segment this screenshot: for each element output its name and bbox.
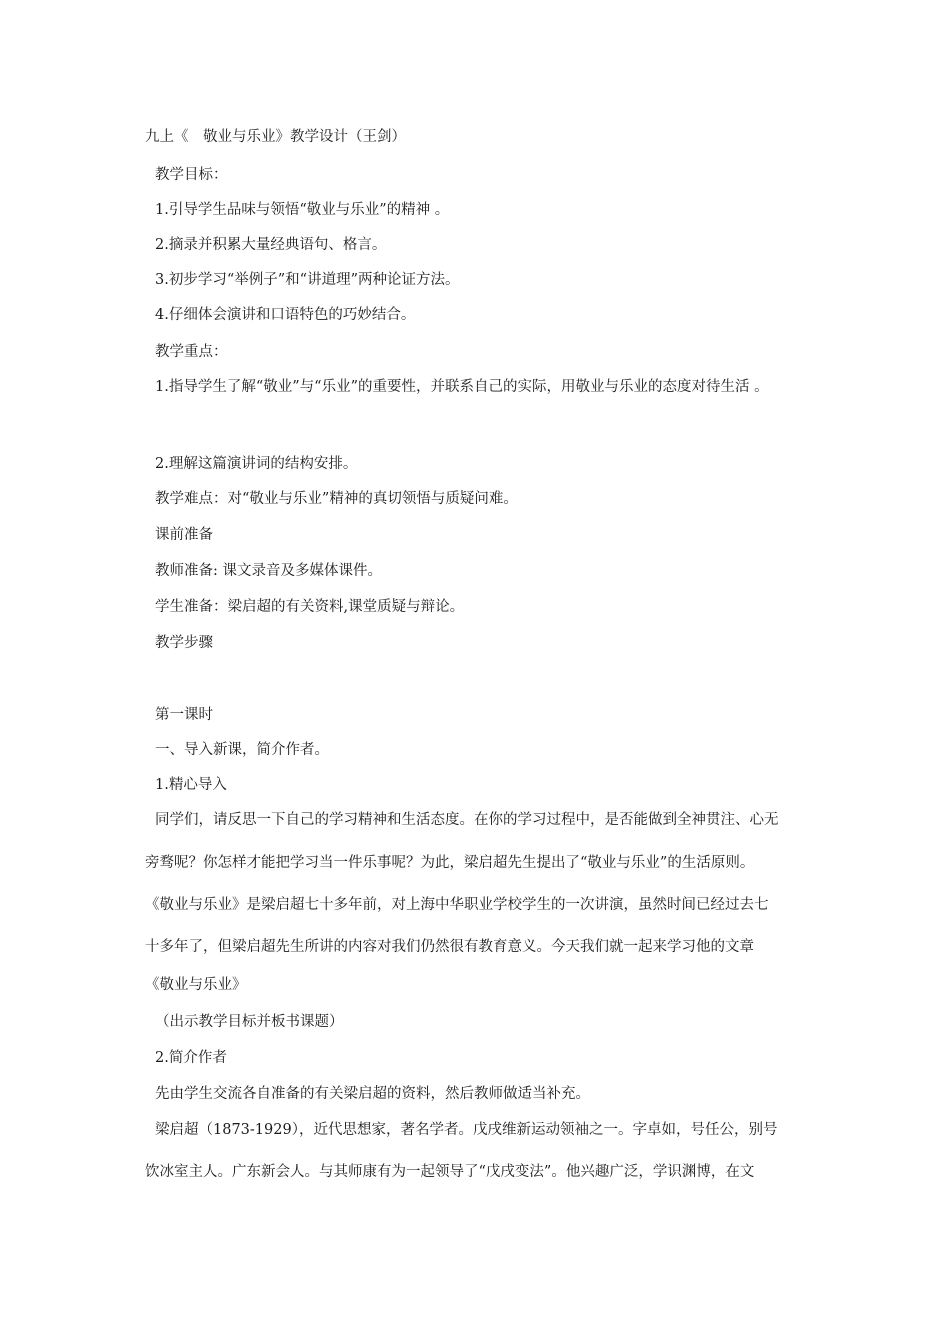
section-heading-steps: 教学步骤 bbox=[155, 635, 213, 651]
section-heading-preparation: 课前准备 bbox=[155, 527, 213, 543]
key-point-item: 1.指导学生了解“敬业”与“乐业”的重要性，并联系自己的实际，用敬业与乐业的态度对待生活 。 bbox=[155, 379, 769, 395]
teacher-preparation: 教师准备: 课文录音及多媒体课件。 bbox=[155, 563, 382, 579]
section-heading-objectives: 教学目标： bbox=[155, 167, 228, 183]
step-heading: 一、导入新课，简介作者。 bbox=[155, 742, 329, 758]
paragraph-line: 饮冰室主人。广东新会人。与其师康有为一起领导了“戊戌变法”。他兴趣广泛，学识渊博，在文 bbox=[145, 1164, 755, 1180]
board-note: （出示教学目标并板书课题） bbox=[155, 1014, 344, 1030]
subheading-intro: 1.精心导入 bbox=[155, 777, 227, 793]
student-preparation: 学生准备：梁启超的有关资料,课堂质疑与辩论。 bbox=[155, 599, 465, 615]
subheading-author: 2.简介作者 bbox=[155, 1050, 227, 1066]
objective-item: 3.初步学习“举例子”和“讲道理”两种论证方法。 bbox=[155, 272, 460, 288]
difficulty-line: 教学难点：对“敬业与乐业”精神的真切领悟与质疑问难。 bbox=[155, 491, 518, 507]
objective-item: 4.仔细体会演讲和口语特色的巧妙结合。 bbox=[155, 307, 416, 323]
key-point-item: 2.理解这篇演讲词的结构安排。 bbox=[155, 456, 358, 472]
paragraph-line: 旁骛呢？你怎样才能把学习当一件乐事呢？为此，梁启超先生提出了“敬业与乐业”的生活原则。 bbox=[145, 855, 755, 871]
lesson-heading: 第一课时 bbox=[155, 707, 213, 723]
objective-item: 1.引导学生品味与领悟“敬业与乐业”的精神 。 bbox=[155, 202, 450, 218]
objective-item: 2.摘录并积累大量经典语句、格言。 bbox=[155, 237, 387, 253]
section-heading-key-points: 教学重点： bbox=[155, 344, 228, 360]
paragraph-line: 《敬业与乐业》 bbox=[145, 977, 247, 993]
paragraph-line: 梁启超（1873-1929），近代思想家，著名学者。戊戌维新运动领袖之一。字卓如，号任公，别号 bbox=[155, 1122, 778, 1138]
paragraph-line: 同学们，请反思一下自己的学习精神和生活态度。在你的学习过程中，是否能做到全神贯注、心无 bbox=[155, 812, 779, 828]
paragraph-line: 《敬业与乐业》是梁启超七十多年前，对上海中华职业学校学生的一次讲演，虽然时间已经过去七 bbox=[145, 897, 769, 913]
paragraph-line: 先由学生交流各自准备的有关梁启超的资料，然后教师做适当补充。 bbox=[155, 1086, 590, 1102]
paragraph-line: 十多年了，但梁启超先生所讲的内容对我们仍然很有教育意义。今天我们就一起来学习他的文章 bbox=[145, 939, 754, 955]
document-title: 九上《 敬业与乐业》教学设计（王剑） bbox=[145, 129, 406, 145]
